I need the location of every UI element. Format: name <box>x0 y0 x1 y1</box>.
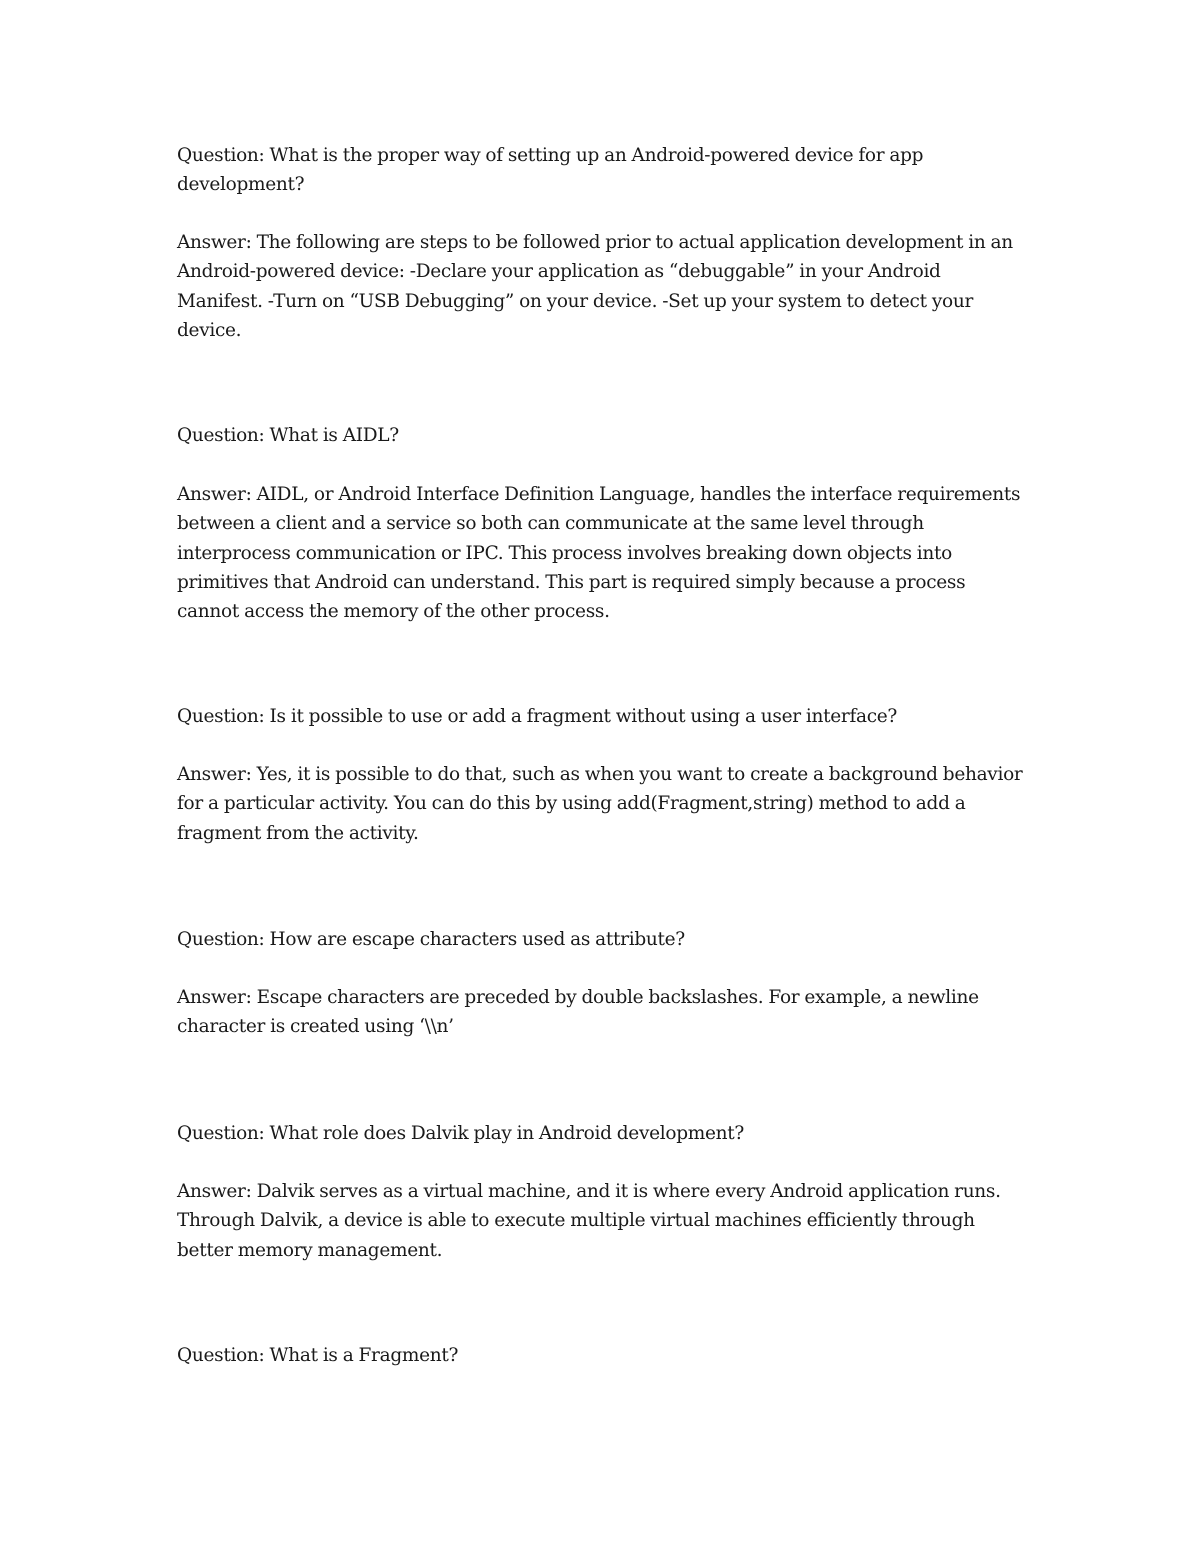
answer-text: Answer: Yes, it is possible to do that, such as when you want to create a background behavior for a particular activity. You can do this by using add(Fragment,string) method to add a fragment from the activity. <box>177 764 1023 844</box>
answer-text: Answer: Dalvik serves as a virtual machine, and it is where every Android application runs. Through Dalvik, a device is able to execute multiple virtual machines efficiently through better memory management. <box>177 1181 1001 1261</box>
question-text: Question: Is it possible to use or add a fragment without using a user interface? <box>177 706 898 727</box>
answer-text: Answer: Escape characters are preceded by double backslashes. For example, a newline character is created using ‘\\n’ <box>177 987 979 1038</box>
question-text: Question: What role does Dalvik play in Android development? <box>177 1123 745 1144</box>
question-text: Question: How are escape characters used as attribute? <box>177 929 685 950</box>
question-text: Question: What is a Fragment? <box>177 1345 459 1366</box>
answer-text: Answer: The following are steps to be followed prior to actual application development in an Android-powered device: -Declare your application as “debuggable” in your Android Manifest. -Turn on “USB Debugging” on your device. -Set up your system to detect your device. <box>177 232 1013 341</box>
question-text: Question: What is the proper way of setting up an Android-powered device for app development? <box>177 145 924 196</box>
answer-text: Answer: AIDL, or Android Interface Definition Language, handles the interface requirements between a client and a service so both can communicate at the same level through interprocess communication or IPC. This process involves breaking down objects into primitives that Android can understand. This part is required simply because a process cannot access the memory of the other process. <box>177 484 1021 623</box>
question-text: Question: What is AIDL? <box>177 425 399 446</box>
